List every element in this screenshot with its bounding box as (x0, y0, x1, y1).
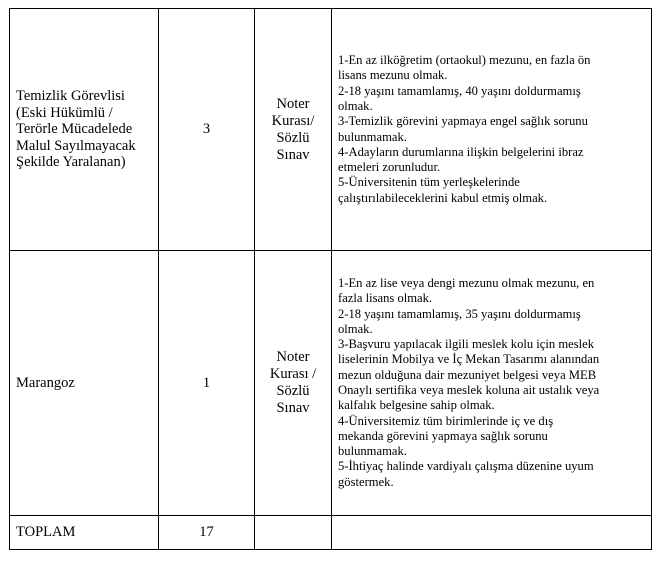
requirement-line: bulunmamak. (338, 444, 407, 459)
requirement-line: çalıştırılabileceklerini kabul etmiş olmak. (338, 190, 548, 205)
requirement-line: 2-18 yaşını tamamlamış, 40 yaşını doldurmamış (338, 83, 581, 98)
total-count: 17 (159, 516, 255, 550)
table-row (10, 251, 652, 516)
table-row (10, 9, 652, 251)
requirements-cell (332, 251, 652, 516)
exam-line: Kurası / (269, 366, 317, 382)
requirement-line: 4-Adayların durumlarına ilişkin belgelerini ibraz (338, 144, 584, 159)
position-name-cell (10, 9, 159, 251)
requirement-line: 3-Temizlik görevini yapmaya engel sağlık sorunu (338, 114, 588, 129)
requirement-line: 5-İhtiyaç halinde vardiyalı çalışma düzenine uyum (338, 459, 594, 474)
requirement-line: fazla lisans olmak. (338, 291, 433, 306)
position-line: Temizlik Görevlisi (16, 88, 125, 105)
requirement-line: kalfalık belgesine sahip olmak. (338, 398, 495, 413)
exam-line: Sözlü (276, 383, 310, 399)
exam-line: Noter (276, 349, 310, 365)
position-line: Marangoz (16, 374, 75, 391)
total-row (10, 516, 652, 550)
total-label: TOPLAM (10, 516, 159, 550)
requirement-line: liselerinin Mobilya ve İç Mekan Tasarımı alanından (338, 352, 600, 367)
exam-line: Sözlü (276, 129, 310, 146)
exam-line: Sınav (276, 400, 310, 416)
exam-type-cell (255, 251, 332, 516)
requirement-line: 1-En az ilköğretim (ortaokul) mezunu, en fazla ön (338, 53, 591, 68)
requirement-line: olmak. (338, 321, 373, 336)
position-count-cell: 1 (159, 251, 255, 516)
requirement-line: göstermek. (338, 474, 394, 489)
requirement-line: mezun olduğuna dair mezuniyet belgesi veya MEB (338, 367, 597, 382)
exam-line: Noter (276, 95, 310, 112)
requirement-line: Onaylı sertifika veya meslek koluna ait ustalık veya (338, 383, 600, 397)
position-line: Şekilde Yaralanan) (16, 154, 126, 171)
position-name-cell (10, 251, 159, 516)
requirements-cell (332, 9, 652, 251)
requirement-line: 1-En az lise veya dengi mezunu olmak mezunu, en (338, 275, 595, 290)
empty-cell (332, 516, 652, 550)
requirement-line: 3-Başvuru yapılacak ilgili meslek kolu için meslek (338, 337, 595, 352)
empty-cell (255, 516, 332, 550)
exam-line: Sınav (276, 146, 310, 163)
positions-table (9, 8, 652, 550)
requirement-line: 4-Üniversitemiz tüm birimlerinde iç ve dış (338, 413, 554, 428)
position-count-cell: 3 (159, 9, 255, 251)
requirement-line: mekanda görevini yapmaya sağlık sorunu (338, 428, 548, 443)
position-line: (Eski Hükümlü / (16, 104, 113, 121)
requirement-line: 2-18 yaşını tamamlamış, 35 yaşını doldurmamış (338, 306, 581, 321)
requirement-line: etmeleri zorunludur. (338, 160, 441, 175)
requirement-line: lisans mezunu olmak. (338, 68, 448, 83)
position-line: Malul Sayılmayacak (16, 137, 136, 154)
requirement-line: 5-Üniversitenin tüm yerleşkelerinde (338, 175, 520, 190)
requirement-line: bulunmamak. (338, 129, 407, 144)
position-line: Terörle Mücadelede (16, 121, 133, 138)
exam-type-cell (255, 9, 332, 251)
exam-line: Kurası/ (271, 112, 315, 129)
requirement-line: olmak. (338, 98, 373, 113)
